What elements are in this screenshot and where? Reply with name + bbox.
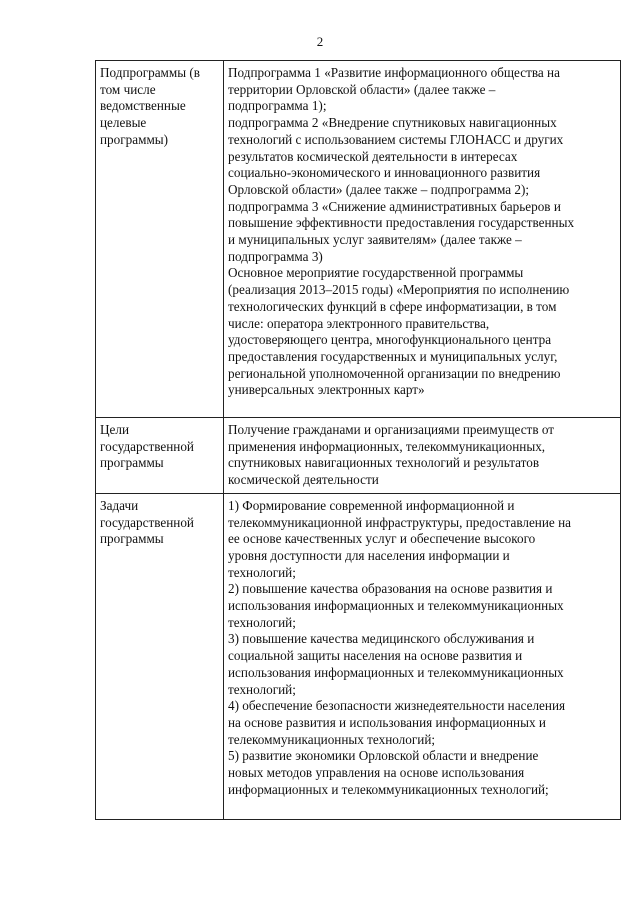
row-label-goals bbox=[96, 418, 224, 494]
label-line: том числе bbox=[100, 81, 156, 97]
row-label-subprograms bbox=[96, 61, 224, 418]
content-line: 4) обеспечение безопасности жизнедеятельности населения bbox=[228, 698, 566, 714]
content-line: социально-экономического и инновационного развития bbox=[228, 165, 541, 181]
content-line: Подпрограмма 1 «Развитие информационного общества на bbox=[228, 65, 560, 80]
content-line: числе: оператора электронного правительства, bbox=[228, 315, 490, 331]
row-label-tasks bbox=[96, 493, 224, 819]
label-line: программы) bbox=[100, 131, 169, 147]
content-line: региональной уполномоченной организации по внедрению bbox=[228, 365, 561, 381]
row-content-subprograms bbox=[224, 61, 621, 418]
content-line: территории Орловской области» (далее также – bbox=[228, 81, 496, 97]
label-line: целевые bbox=[100, 115, 147, 131]
content-line: применения информационных, телекоммуникационных, bbox=[228, 438, 546, 454]
label-line: государственной bbox=[100, 438, 194, 454]
content-line: технологических функций в сфере информатизации, в том bbox=[228, 298, 557, 314]
content-line: информационных и телекоммуникационных технологий; bbox=[228, 781, 549, 797]
content-line: новых методов управления на основе использования bbox=[228, 765, 525, 781]
content-line: Получение гражданами и организациями преимуществ от bbox=[228, 422, 555, 437]
label-line: программы bbox=[100, 455, 164, 471]
content-line: телекоммуникационных технологий; bbox=[228, 731, 436, 747]
content-line: использования информационных и телекоммуникационных bbox=[228, 598, 564, 614]
program-passport-table bbox=[95, 60, 621, 820]
label-line: Задачи bbox=[100, 497, 139, 513]
label-line: Цели bbox=[100, 422, 130, 437]
content-line: технологий; bbox=[228, 614, 296, 630]
content-line: (реализация 2013–2015 годы) «Мероприятия по исполнению bbox=[228, 282, 570, 298]
content-line: 1) Формирование современной информационной и bbox=[228, 497, 515, 513]
page-number: 2 bbox=[316, 34, 324, 49]
content-line: социальной защиты населения на основе развития и bbox=[228, 648, 523, 664]
label-line: программы bbox=[100, 531, 164, 547]
content-line: технологий; bbox=[228, 681, 296, 697]
content-line: на основе развития и использования информационных и bbox=[228, 714, 546, 730]
label-line: ведомственные bbox=[100, 98, 186, 114]
content-line: и муниципальных услуг заявителям» (далее также – bbox=[228, 232, 522, 248]
content-line: использования информационных и телекоммуникационных bbox=[228, 664, 564, 680]
content-line: Орловской области» (далее также – подпрограмма 2); bbox=[228, 181, 530, 197]
content-line: предоставления государственных и муниципальных услуг, bbox=[228, 348, 558, 364]
label-line: государственной bbox=[100, 514, 194, 530]
table-row-subprograms bbox=[96, 61, 621, 418]
label-line: Подпрограммы (в bbox=[100, 65, 201, 80]
content-line: универсальных электронных карт» bbox=[228, 382, 425, 398]
row-content-goals bbox=[224, 418, 621, 494]
row-content-tasks bbox=[224, 493, 621, 819]
content-line: удостоверяющего центра, многофункционального центра bbox=[228, 332, 552, 348]
content-line: спутниковых навигационных технологий и результатов bbox=[228, 455, 540, 471]
content-line: подпрограмма 2 «Внедрение спутниковых навигационных bbox=[228, 115, 557, 131]
content-line: 3) повышение качества медицинского обслуживания и bbox=[228, 631, 535, 647]
content-line: телекоммуникационной инфраструктуры, предоставление на bbox=[228, 514, 571, 530]
content-line: Основное мероприятие государственной программы bbox=[228, 265, 524, 281]
content-line: технологий; bbox=[228, 564, 296, 580]
table-row-goals bbox=[96, 418, 621, 494]
content-line: подпрограмма 3 «Снижение административных барьеров и bbox=[228, 198, 561, 214]
content-line: повышение эффективности предоставления государственных bbox=[228, 215, 575, 231]
content-line: подпрограмма 1); bbox=[228, 98, 327, 114]
content-line: уровня доступности для населения информации и bbox=[228, 547, 510, 563]
content-line: подпрограмма 3) bbox=[228, 248, 323, 264]
content-line: технологий с использованием системы ГЛОНАСС и других bbox=[228, 131, 564, 147]
content-line: космической деятельности bbox=[228, 472, 379, 488]
content-line: 5) развитие экономики Орловской области и внедрение bbox=[228, 748, 539, 764]
content-line: ее основе качественных услуг и обеспечение высокого bbox=[228, 531, 536, 547]
table-row-tasks bbox=[96, 493, 621, 819]
content-line: 2) повышение качества образования на основе развития и bbox=[228, 581, 553, 597]
content-line: результатов космической деятельности в интересах bbox=[228, 148, 518, 164]
